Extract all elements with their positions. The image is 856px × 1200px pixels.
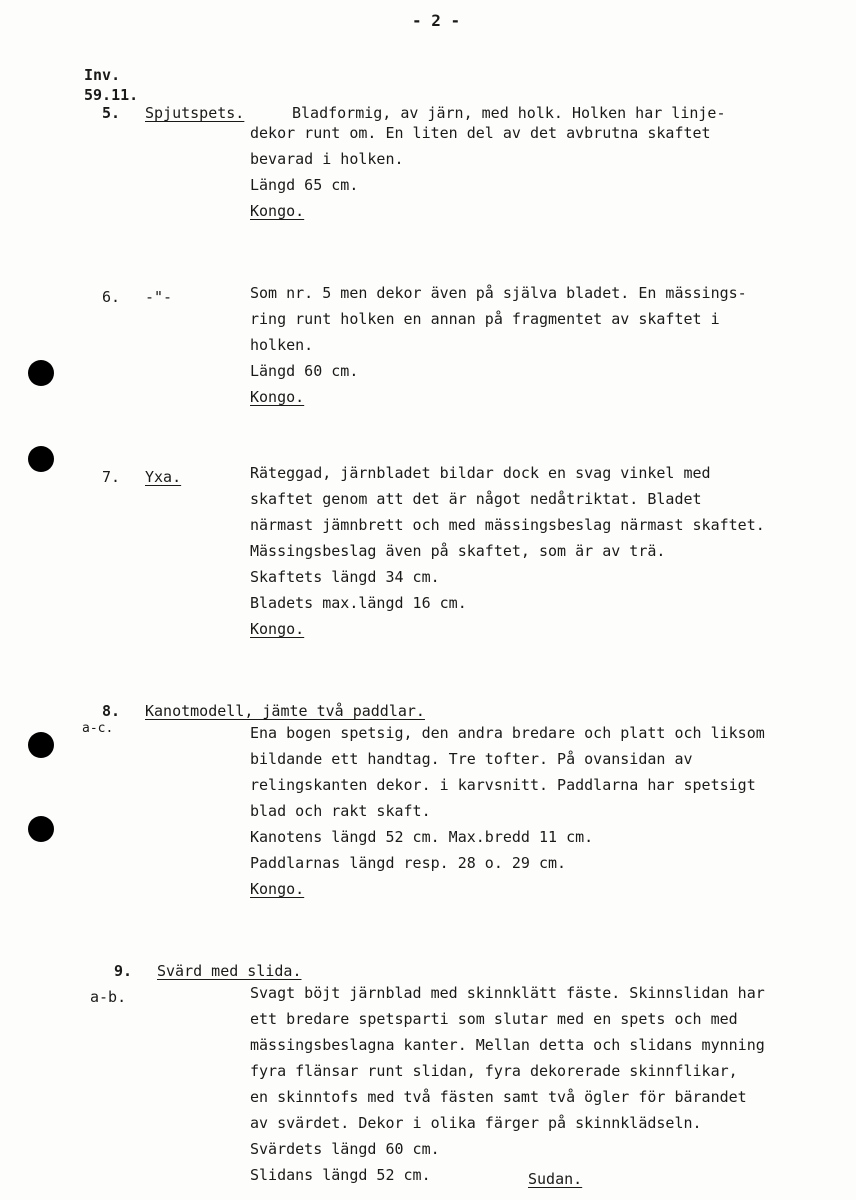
entry-line: ett bredare spetsparti som slutar med en spets och med (250, 1010, 738, 1028)
entry-line: Som nr. 5 men dekor även på själva bladet. En mässings- (250, 284, 747, 302)
entry-line: fyra flänsar runt slidan, fyra dekorerade skinnflikar, (250, 1062, 738, 1080)
entry-origin: Kongo. (250, 880, 305, 898)
entry-description (250, 984, 765, 1192)
entry-line: Mässingsbeslag även på skaftet, som är av trä. (250, 542, 666, 560)
entry-title: -"- (145, 288, 173, 306)
entry-number: 5. (102, 104, 121, 122)
entry-line: Slidans längd 52 cm. (250, 1166, 431, 1184)
entry-line: närmast jämnbrett och med mässingsbeslag närmast skaftet. (250, 516, 765, 534)
entry-line: skaftet genom att det är något nedåtriktat. Bladet (250, 490, 702, 508)
page-number: - 2 - (412, 11, 461, 30)
entry-description (250, 464, 765, 646)
entry-title: Svärd med slida. (157, 962, 302, 980)
entry-title-continuation: Bladformig, av järn, med holk. Holken har linje- (292, 104, 726, 122)
entry-line: relingskanten dekor. i karvsnitt. Paddlarna har spetsigt (250, 776, 756, 794)
entry-title: Spjutspets. (145, 104, 245, 122)
entry-line: Bladets max.längd 16 cm. (250, 594, 467, 612)
entry-origin: Sudan. (528, 1170, 583, 1188)
entry-number: 7. (102, 468, 121, 486)
entry-line: Skaftets längd 34 cm. (250, 568, 440, 586)
entry-line: holken. (250, 336, 314, 354)
entry-line: Längd 60 cm. (250, 362, 359, 380)
entry-line: mässingsbeslagna kanter. Mellan detta och slidans mynning (250, 1036, 765, 1054)
entry-line: av svärdet. Dekor i olika färger på skinnklädseln. (250, 1114, 702, 1132)
entry-number: 8. (102, 702, 121, 720)
entry-title: Kanotmodell, jämte två paddlar. (145, 702, 425, 720)
entry-origin: Kongo. (250, 388, 305, 406)
entry-description (250, 284, 747, 414)
entry-title: Yxa. (145, 468, 182, 486)
inventory-label: Inv. (84, 66, 121, 84)
entry-number: 6. (102, 288, 121, 306)
entry-subnumber: a-b. (90, 988, 127, 1006)
entry-line: Längd 65 cm. (250, 176, 359, 194)
entry-line: Räteggad, järnbladet bildar dock en svag vinkel med (250, 464, 711, 482)
entry-line: dekor runt om. En liten del av det avbrutna skaftet (250, 124, 711, 142)
punch-hole-1 (28, 360, 54, 386)
entry-line: blad och rakt skaft. (250, 802, 431, 820)
inventory-number: 59.11. (84, 86, 139, 104)
entry-description (250, 724, 765, 906)
entry-origin: Kongo. (250, 620, 305, 638)
entry-line: Paddlarnas längd resp. 28 o. 29 cm. (250, 854, 567, 872)
entry-line: ring runt holken en annan på fragmentet av skaftet i (250, 310, 720, 328)
entry-subnumber: a-c. (82, 721, 114, 736)
entry-origin: Kongo. (250, 202, 305, 220)
entry-description (250, 124, 711, 228)
entry-line: Ena bogen spetsig, den andra bredare och platt och liksom (250, 724, 765, 742)
entry-line: Svagt böjt järnblad med skinnklätt fäste. Skinnslidan har (250, 984, 765, 1002)
entry-line: Svärdets längd 60 cm. (250, 1140, 440, 1158)
entry-line: bevarad i holken. (250, 150, 404, 168)
entry-line: Kanotens längd 52 cm. Max.bredd 11 cm. (250, 828, 594, 846)
entry-line: bildande ett handtag. Tre tofter. På ovansidan av (250, 750, 693, 768)
entry-line: en skinntofs med två fästen samt två ögler för bärandet (250, 1088, 747, 1106)
punch-hole-4 (28, 816, 54, 842)
punch-hole-3 (28, 732, 54, 758)
punch-hole-2 (28, 446, 54, 472)
entry-number: 9. (114, 962, 133, 980)
